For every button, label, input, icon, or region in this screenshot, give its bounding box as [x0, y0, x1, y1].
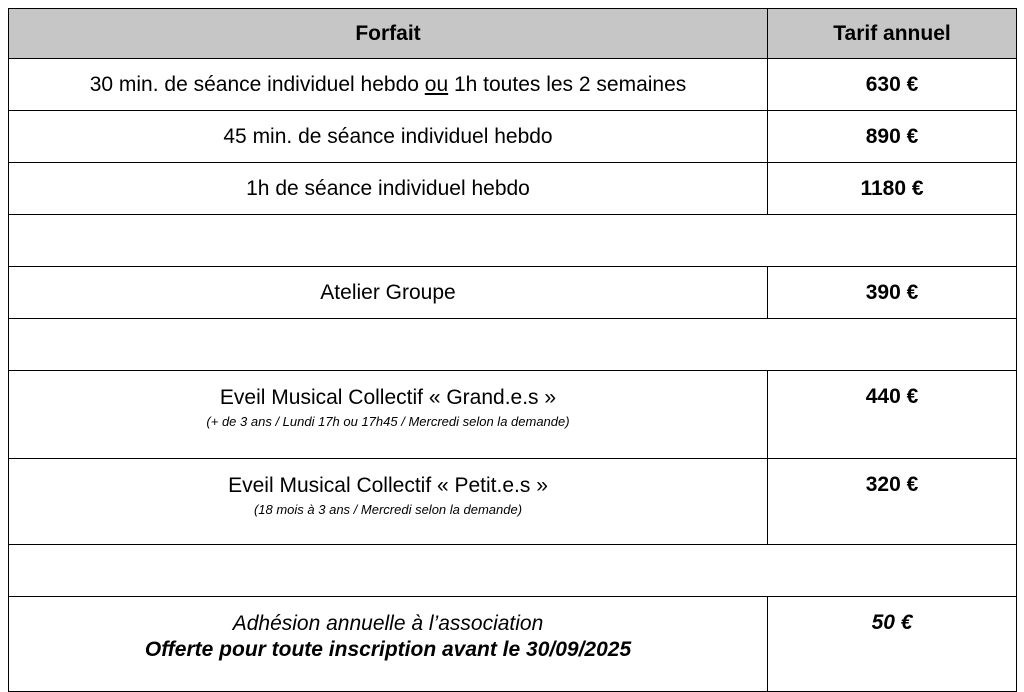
spacer-row [9, 545, 1017, 597]
row-label: Atelier Groupe [9, 267, 768, 319]
spacer-row [9, 319, 1017, 371]
spacer-cell [9, 319, 1017, 371]
header-tarif-annuel: Tarif annuel [768, 9, 1017, 59]
adhesion-title: Adhésion annuelle à l’association [232, 612, 544, 635]
table-row [9, 59, 1017, 111]
table-row [9, 163, 1017, 215]
row-note: (+ de 3 ans / Lundi 17h ou 17h45 / Mercredi selon la demande) [206, 414, 570, 429]
adhesion-offer: Offerte pour toute inscription avant le 30/09/2025 [144, 638, 632, 661]
row-label-post: 1h toutes les 2 semaines [448, 72, 687, 96]
spacer-cell [9, 545, 1017, 597]
row-price: 440 € [768, 371, 1017, 459]
row-label: 1h de séance individuel hebdo [9, 163, 768, 215]
row-label [9, 59, 768, 111]
row-label: Eveil Musical Collectif « Petit.e.s » [228, 474, 548, 497]
table-row [9, 267, 1017, 319]
table-row [9, 459, 1017, 545]
pricing-table [8, 8, 1017, 692]
header-forfait: Forfait [9, 9, 768, 59]
table-row [9, 111, 1017, 163]
spacer-cell [9, 215, 1017, 267]
row-price: 390 € [768, 267, 1017, 319]
row-price: 890 € [768, 111, 1017, 163]
adhesion-label-cell [9, 597, 768, 692]
row-label: 45 min. de séance individuel hebdo [9, 111, 768, 163]
row-note: (18 mois à 3 ans / Mercredi selon la demande) [253, 502, 523, 517]
row-label-cell [9, 371, 768, 459]
row-label-cell [9, 459, 768, 545]
table-row [9, 371, 1017, 459]
row-price: 320 € [768, 459, 1017, 545]
adhesion-price: 50 € [768, 597, 1017, 692]
row-label-pre: 30 min. de séance individuel hebdo [89, 72, 425, 96]
header-row [9, 9, 1017, 59]
row-label: Eveil Musical Collectif « Grand.e.s » [219, 386, 557, 409]
adhesion-row [9, 597, 1017, 692]
spacer-row [9, 215, 1017, 267]
row-price: 630 € [768, 59, 1017, 111]
row-label-ou: ou [424, 72, 449, 96]
row-price: 1180 € [768, 163, 1017, 215]
